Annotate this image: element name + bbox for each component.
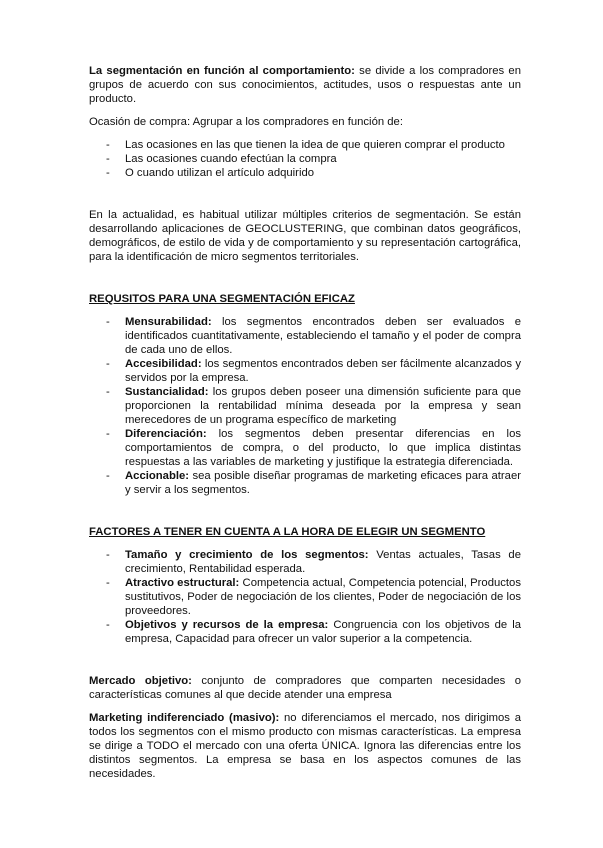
list-item: - Tamaño y crecimiento de los segmentos: Ventas actuales, Tasas de crecimiento, Rentabilidad esperada.	[106, 549, 521, 575]
list-item: - Accionable: sea posible diseñar programas de marketing eficaces para atraer y servir a los segmentos.	[106, 470, 521, 496]
term: La segmentación en función al comportamiento:	[89, 65, 355, 77]
list-item: - Sustancialidad: los grupos deben poseer una dimensión suficiente para que proporcionen la rentabilidad mínima deseada por la empresa y sean merecedores de un programa específico de marketing	[106, 386, 521, 426]
dash-bullet: -	[106, 358, 110, 370]
occasion-list	[89, 138, 521, 180]
heading-factors: FACTORES A TENER EN CUENTA A LA HORA DE ELEGIR UN SEGMENTO	[89, 526, 486, 538]
factors-list	[89, 548, 521, 646]
dash-bullet: -	[106, 153, 110, 165]
list-item: - Diferenciación: los segmentos deben presentar diferencias en los comportamientos de compra, o del producto, lo que implica distintas respuestas a las variables de marketing y justifique la estrategia diferenciada.	[106, 428, 521, 468]
list-item: - Mensurabilidad: los segmentos encontrados deben ser evaluados e identificados cuantitativamente, estableciendo el tamaño y el poder de compra de cada uno de ellos.	[106, 316, 521, 356]
requirements-list	[89, 315, 521, 497]
list-item: - O cuando utilizan el artículo adquirido	[106, 167, 315, 179]
definition: no diferenciamos el mercado, nos dirigimos a todos los segmentos con el mismo producto con mismas características. La empresa se dirige a TODO el mercado con una oferta ÚNICA. Ignora las diferencias entre los distintos segmentos. La empresa se basa en los aspectos comunes de las necesidades.	[89, 712, 521, 780]
dash-bullet: -	[106, 386, 110, 398]
list-item: - Las ocasiones en las que tienen la idea de que quieren comprar el producto	[106, 139, 505, 151]
paragraph-purchase-occasion: Ocasión de compra: Agrupar a los compradores en función de:	[89, 116, 403, 128]
paragraph-undifferentiated-marketing	[89, 711, 521, 781]
dash-bullet: -	[106, 167, 110, 179]
term: Marketing indiferenciado (masivo):	[89, 712, 280, 724]
dash-bullet: -	[106, 470, 110, 482]
paragraph-target-market	[89, 674, 521, 702]
definition: se divide a los compradores en grupos de acuerdo con sus conocimientos, actitudes, usos o respuestas ante un producto.	[89, 65, 521, 105]
list-item: - Accesibilidad: los segmentos encontrados deben ser fácilmente alcanzados y servidos por la empresa.	[106, 358, 521, 384]
term: Mercado objetivo:	[89, 675, 192, 687]
dash-bullet: -	[106, 619, 110, 631]
list-item: - Las ocasiones cuando efectúan la compra	[106, 153, 337, 165]
heading-requirements: REQUSITOS PARA UNA SEGMENTACIÓN EFICAZ	[89, 293, 355, 305]
list-item: - Atractivo estructural: Competencia actual, Competencia potencial, Productos sustitutivos, Poder de negociación de los clientes, Poder de negociación de los proveedores.	[106, 577, 521, 617]
dash-bullet: -	[106, 549, 110, 561]
document-body	[89, 64, 521, 781]
definition: conjunto de compradores que comparten necesidades o características comunes al que decide atender una empresa	[89, 675, 521, 701]
paragraph-geoclustering: En la actualidad, es habitual utilizar múltiples criterios de segmentación. Se están desarrollando aplicaciones de GEOCLUSTERING, que combinan datos geográficos, demográficos, de estilo de vida y de comportamiento y su representación cartográfica, para la identificación de micro segmentos territoriales.	[89, 209, 521, 263]
paragraph-behavioral-segmentation	[89, 64, 521, 106]
dash-bullet: -	[106, 316, 110, 328]
dash-bullet: -	[106, 139, 110, 151]
dash-bullet: -	[106, 428, 110, 440]
dash-bullet: -	[106, 577, 110, 589]
list-item: - Objetivos y recursos de la empresa: Congruencia con los objetivos de la empresa, Capacidad para ofrecer un valor superior a la competencia.	[106, 619, 521, 645]
